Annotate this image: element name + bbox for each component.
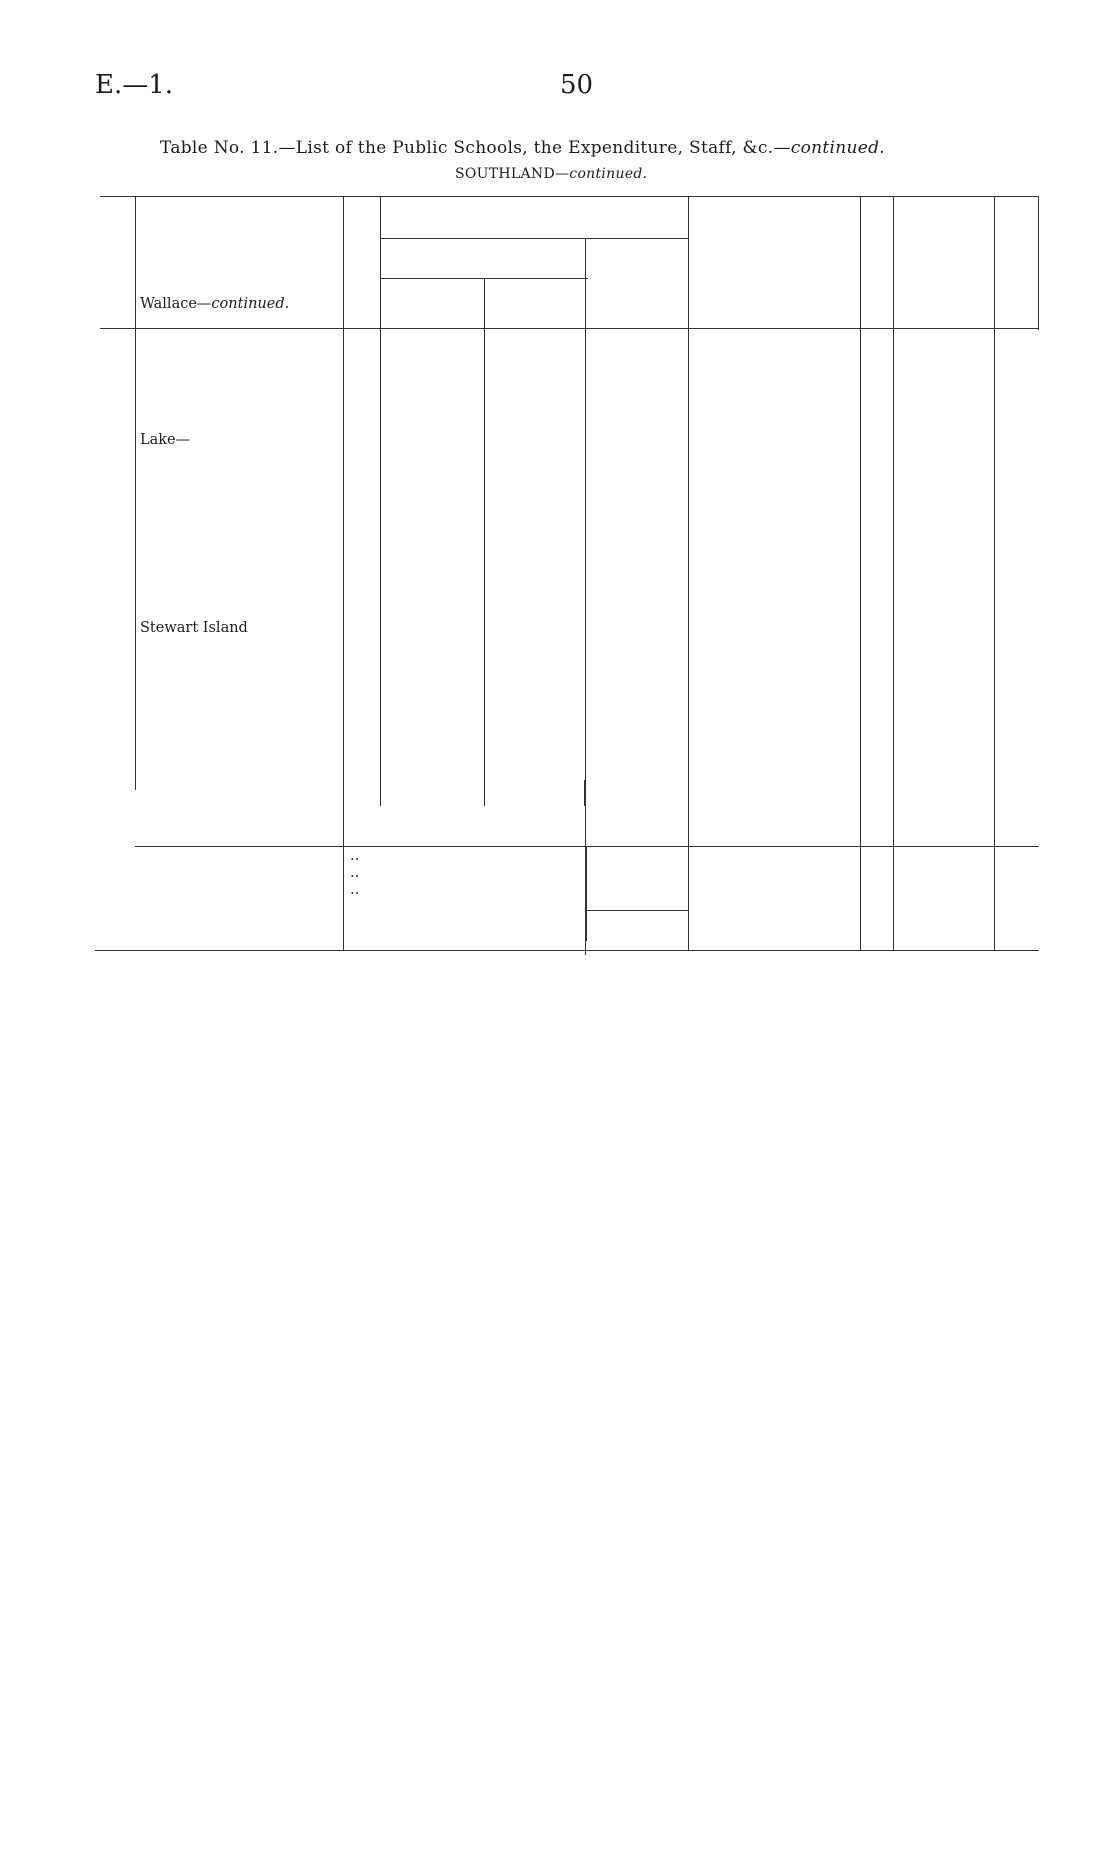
- total-rule-a: [380, 780, 381, 806]
- col-rule-9: [994, 196, 995, 950]
- total-rule-e: [994, 780, 995, 806]
- page-code: E.—1.: [95, 70, 174, 100]
- col-rule-4: [484, 278, 485, 800]
- rule-expenditure: [380, 238, 688, 239]
- unclassified-sep-dots: ..: [350, 882, 360, 898]
- col-rule-7: [860, 196, 861, 950]
- col-rule-6: [688, 196, 689, 950]
- col-rule-2: [343, 196, 344, 950]
- subtitle-continued: continued.: [569, 166, 648, 182]
- total-rule-c: [584, 780, 585, 806]
- unclass-rule-b: [688, 846, 689, 941]
- section-label: [140, 296, 289, 312]
- section-label: [140, 620, 248, 636]
- subtitle-region: SOUTHLAND—: [455, 166, 570, 182]
- table-subtitle: [455, 166, 647, 182]
- rule-top: [100, 196, 1039, 197]
- col-rule-3: [380, 196, 381, 800]
- unclassified-sep-dots: ..: [350, 865, 360, 881]
- col-rule-1: [135, 196, 136, 790]
- unclass-rule-a: [586, 846, 587, 941]
- section-label: [140, 432, 190, 448]
- title-main: Table No. 11.—List of the Public Schools, the Expenditure, Staff, &c.—: [160, 138, 791, 158]
- total-rule-b: [484, 780, 485, 806]
- rule-bottom: [95, 950, 1039, 951]
- page-number: 50: [560, 70, 594, 100]
- rule-header-bottom: [100, 328, 1039, 329]
- section-name: Lake—: [140, 432, 191, 448]
- total-rule-d: [688, 780, 689, 806]
- section-continued: continued.: [211, 296, 290, 312]
- unclassified-sep-dots: ..: [350, 848, 360, 864]
- col-rule-10: [1038, 196, 1039, 330]
- section-name: Wallace—: [140, 296, 212, 312]
- title-continued: continued.: [790, 138, 885, 158]
- section-name: Stewart Island: [140, 620, 248, 636]
- unclass-sep-1: [135, 846, 1039, 847]
- table-title: [160, 138, 885, 158]
- col-rule-8: [893, 196, 894, 950]
- unclass-sep-2: [586, 910, 688, 911]
